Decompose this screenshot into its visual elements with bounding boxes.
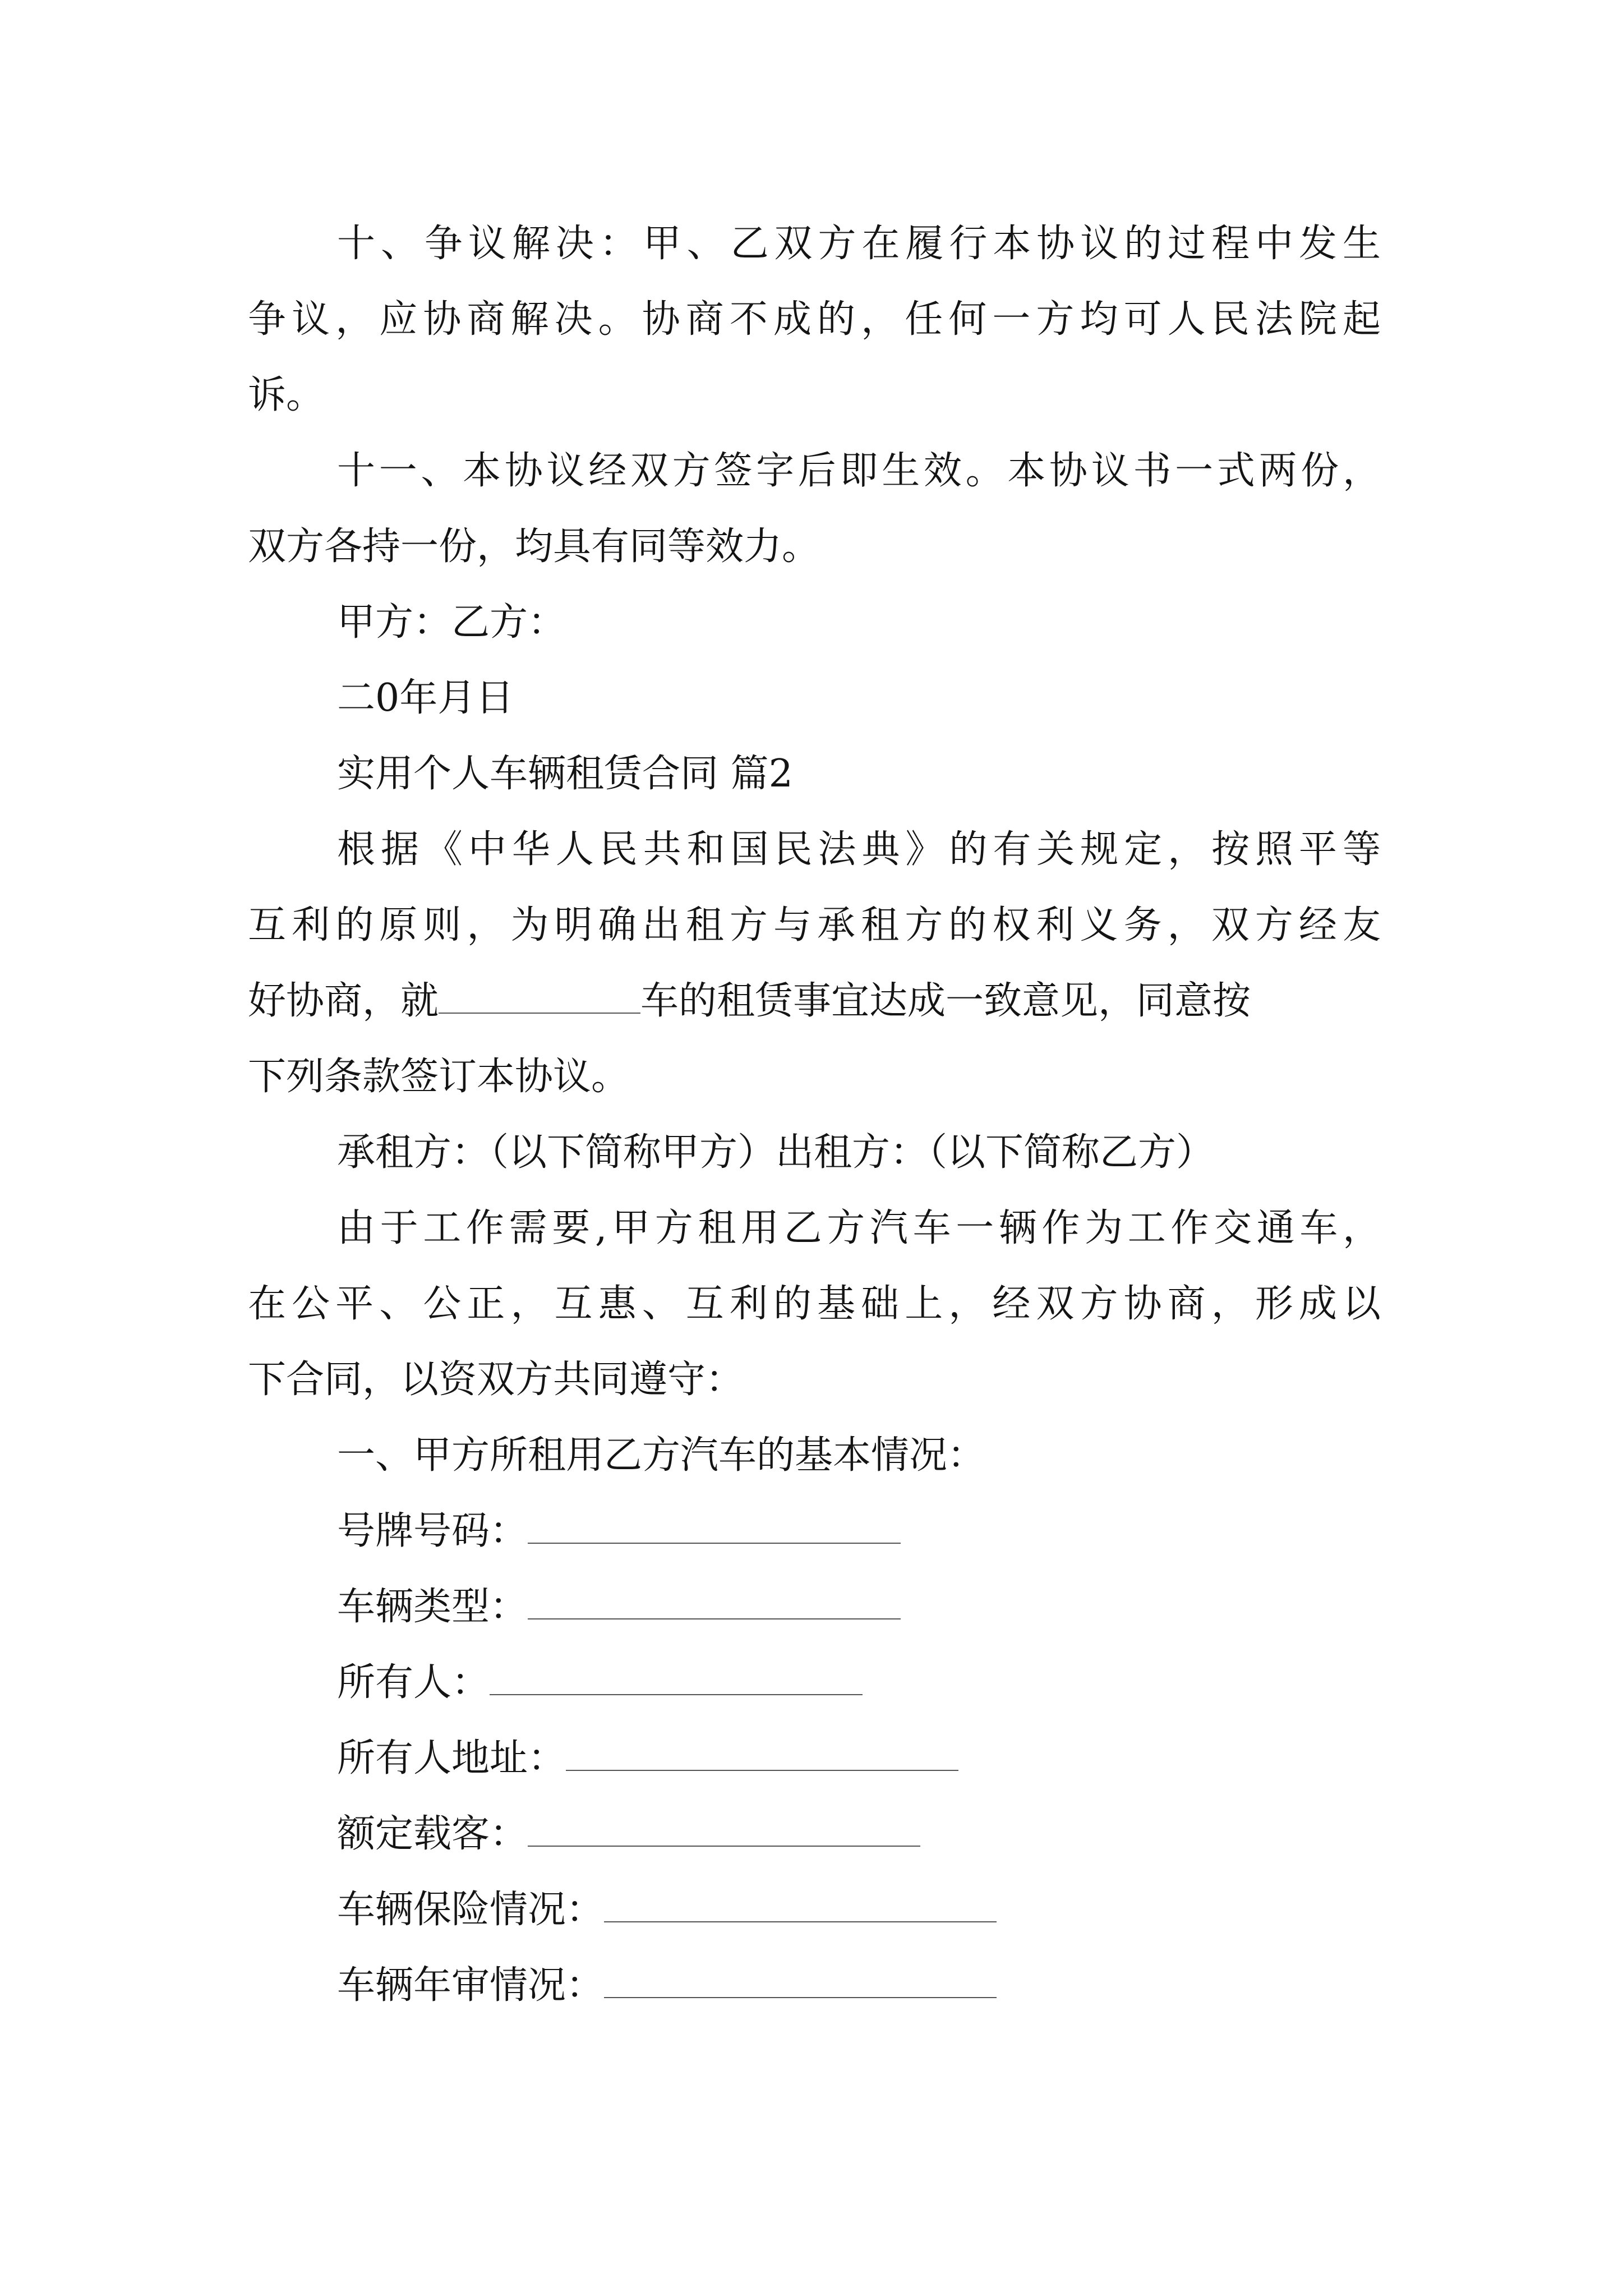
paragraph-line: 在公平、公正，互惠、互利的基础上，经双方协商，形成以: [248, 1282, 1381, 1326]
vehicle-field: [337, 1509, 1381, 1554]
date-line: 二0年月日: [337, 676, 514, 720]
field-blank: [566, 1736, 958, 1771]
clause-heading: 一、甲方所租用乙方汽车的基本情况：: [337, 1433, 986, 1478]
paragraph-line: 互利的原则，为明确出租方与承租方的权利义务，双方经友: [248, 903, 1381, 947]
field-blank: [604, 1963, 997, 1998]
signature-line: 甲方：乙方：: [337, 600, 566, 645]
field-label: 额定载客：: [337, 1812, 528, 1856]
section-heading: 实用个人车辆租赁合同 篇2: [337, 752, 793, 796]
field-blank: [604, 1888, 997, 1922]
field-label: 所有人地址：: [337, 1736, 566, 1780]
vehicle-field: [337, 1736, 1381, 1781]
field-label: 车辆年审情况：: [337, 1963, 605, 2008]
field-label: 车辆保险情况：: [337, 1888, 605, 1932]
paragraph-line: 诉。: [248, 373, 325, 417]
paragraph-line: 下合同，以资双方共同遵守：: [248, 1358, 744, 1402]
paragraph-line: 争议，应协商解决。协商不成的，任何一方均可人民法院起: [248, 297, 1381, 342]
party-line: 承租方：（以下简称甲方）出租方：（以下简称乙方）: [337, 1130, 1215, 1175]
paragraph-line: [248, 979, 1381, 1024]
vehicle-field: [337, 1963, 1381, 2008]
vehicle-field: [337, 1812, 1381, 1857]
field-blank: [490, 1660, 863, 1695]
paragraph-line: 由于工作需要,甲方租用乙方汽车一辆作为工作交通车，: [337, 1206, 1381, 1250]
field-label: 号牌号码：: [337, 1509, 528, 1553]
vehicle-field: [337, 1888, 1381, 1932]
paragraph-line: 十一、本协议经双方签字后即生效。本协议书一式两份，: [337, 449, 1381, 493]
paragraph-line: 下列条款签订本协议。: [248, 1055, 630, 1099]
blank-underline: [439, 979, 640, 1014]
field-blank: [528, 1585, 901, 1619]
field-label: 所有人：: [337, 1660, 490, 1705]
field-blank: [528, 1509, 901, 1544]
paragraph-line: 双方各持一份，均具有同等效力。: [248, 524, 820, 569]
paragraph-text: 好协商，就: [248, 979, 439, 1023]
paragraph-line: 十、争议解决：甲、乙双方在履行本协议的过程中发生: [337, 222, 1381, 266]
field-label: 车辆类型：: [337, 1585, 528, 1629]
paragraph-text: 车的租赁事宜达成一致意见，同意按: [640, 979, 1251, 1023]
field-blank: [528, 1812, 920, 1847]
paragraph-line: 根据《中华人民共和国民法典》的有关规定，按照平等: [337, 827, 1381, 872]
vehicle-field: [337, 1660, 1381, 1705]
vehicle-field: [337, 1585, 1381, 1630]
